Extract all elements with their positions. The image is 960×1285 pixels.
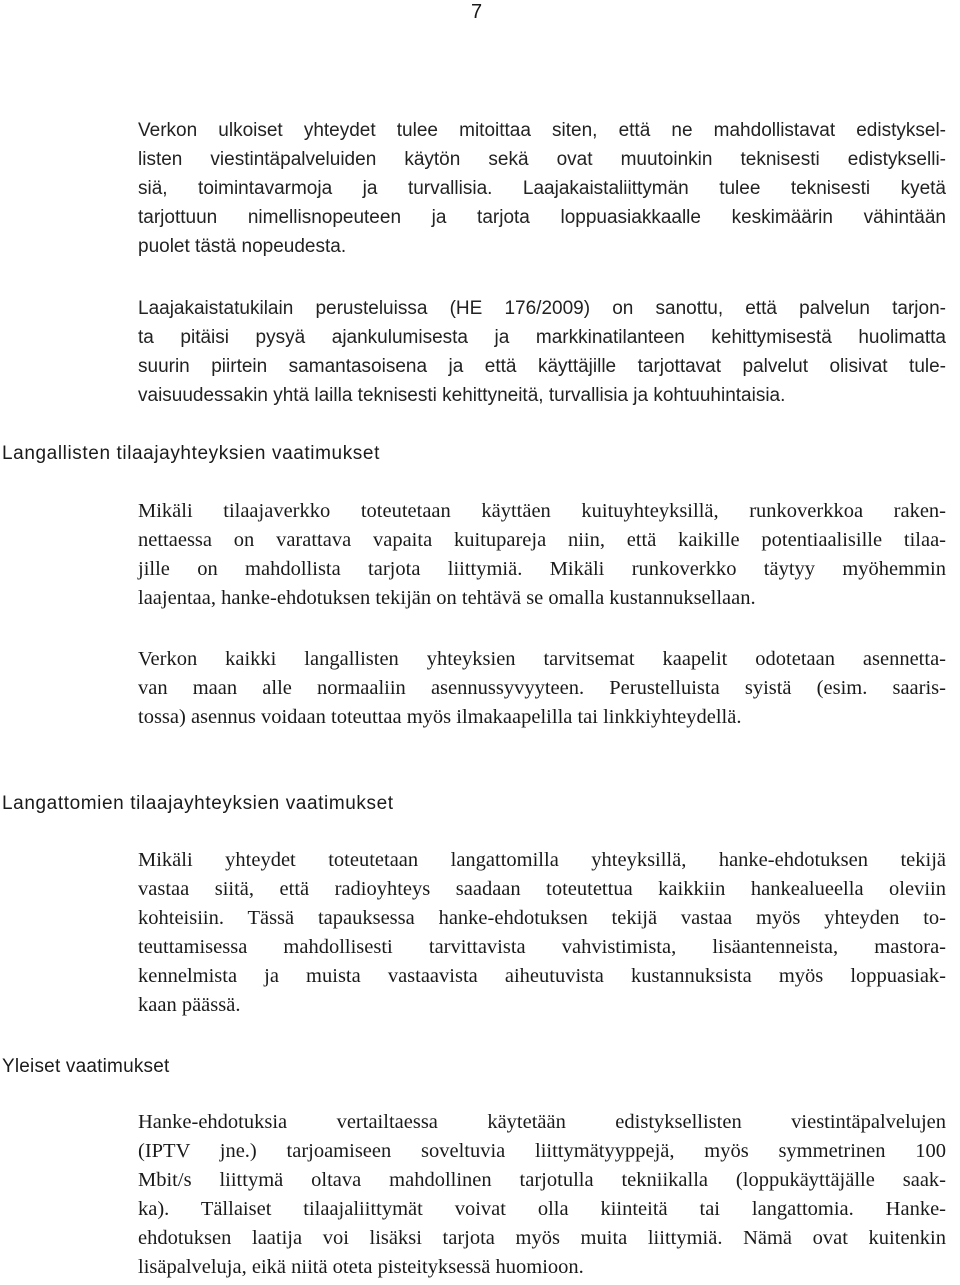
page-number: 7 <box>471 1 483 23</box>
section-heading-wired: Langallisten tilaajayhteyksien vaatimukset <box>2 443 380 464</box>
section-heading-general: Yleiset vaatimukset <box>2 1056 170 1077</box>
text-line: Mbit/s liittymä oltava mahdollinen tarjotulla tekniikalla (loppukäyttäjälle saak- <box>138 1169 946 1191</box>
text-line: vastaa siitä, että radioyhteys saadaan toteutettua kaikkiin hankealueella oleviin <box>138 878 946 900</box>
text-line: ta pitäisi pysyä ajankulumisesta ja markkinatilanteen kehittymisestä huolimatta <box>138 327 946 348</box>
general-paragraph-1 <box>138 1108 946 1282</box>
text-line: teuttamisessa mahdollisesti tarvittavista vahvistimista, lisäantenneista, mastora- <box>138 936 946 958</box>
text-line: Mikäli tilaajaverkko toteutetaan käyttäen kuituyhteyksillä, runkoverkkoa raken- <box>138 500 946 522</box>
text-line: (IPTV jne.) tarjoamiseen soveltuvia liittymätyyppejä, myös symmetrinen 100 <box>138 1140 946 1162</box>
text-line: jille on mahdollista tarjota liittymiä. Mikäli runkoverkko täytyy myöhemmin <box>138 558 946 580</box>
text-line: tarjottuun nimellisnopeuteen ja tarjota loppuasiakkaalle keskimäärin vähintään <box>138 207 946 228</box>
intro-paragraph-1 <box>138 116 946 261</box>
text-line: ehdotuksen laatija voi lisäksi tarjota myös muita liittymiä. Nämä ovat kuitenkin <box>138 1227 946 1249</box>
text-line: Mikäli yhteydet toteutetaan langattomilla yhteyksillä, hanke-ehdotuksen tekijä <box>138 849 946 871</box>
text-line: kennelmista ja muista vastaavista aiheutuvista kustannuksista myös loppuasiak- <box>138 965 946 987</box>
intro-paragraph-2 <box>138 294 946 410</box>
text-line: Verkon kaikki langallisten yhteyksien tarvitsemat kaapelit odotetaan asennetta- <box>138 648 946 670</box>
wired-paragraph-2 <box>138 645 946 732</box>
wired-paragraph-1 <box>138 497 946 613</box>
text-line: suurin piirtein samantasoisena ja että käyttäjille tarjottavat palvelut olisivat tule- <box>138 356 946 377</box>
text-line: lisäpalveluja, eikä niitä oteta pisteityksessä huomioon. <box>138 1256 584 1278</box>
text-line: van maan alle normaaliin asennussyvyyteen. Perustelluista syistä (esim. saaris- <box>138 677 946 699</box>
text-line: laajentaa, hanke-ehdotuksen tekijän on tehtävä se omalla kustannuksellaan. <box>138 587 756 609</box>
text-line: tossa) asennus voidaan toteuttaa myös ilmakaapelilla tai linkkiyhteydellä. <box>138 706 742 728</box>
text-line: Verkon ulkoiset yhteydet tulee mitoittaa siten, että ne mahdollistavat edistyksel- <box>138 120 946 141</box>
text-line: ka). Tällaiset tilaajaliittymät voivat olla kiinteitä tai langattomia. Hanke- <box>138 1198 946 1220</box>
text-line: siä, toimintavarmoja ja turvallisia. Laajakaistaliittymän tulee teknisesti kyetä <box>138 178 946 199</box>
text-line: kaan päässä. <box>138 994 241 1016</box>
section-heading-wireless: Langattomien tilaajayhteyksien vaatimukset <box>2 793 394 814</box>
text-line: Hanke-ehdotuksia vertailtaessa käytetään edistyksellisten viestintäpalvelujen <box>138 1111 946 1133</box>
text-line: puolet tästä nopeudesta. <box>138 236 347 257</box>
text-line: Laajakaistatukilain perusteluissa (HE 176/2009) on sanottu, että palvelun tarjon- <box>138 298 946 319</box>
text-line: nettaessa on varattava vapaita kuitupareja niin, että kaikille potentiaalisille tilaa- <box>138 529 946 551</box>
wireless-paragraph-1 <box>138 846 946 1020</box>
text-line: listen viestintäpalveluiden käytön sekä ovat muutoinkin teknisesti edistykselli- <box>138 149 946 170</box>
text-line: vaisuudessakin yhtä lailla teknisesti kehittyneitä, turvallisia ja kohtuuhintaisia. <box>138 385 786 406</box>
text-line: kohteisiin. Tässä tapauksessa hanke-ehdotuksen tekijä vastaa myös yhteyden to- <box>138 907 946 929</box>
